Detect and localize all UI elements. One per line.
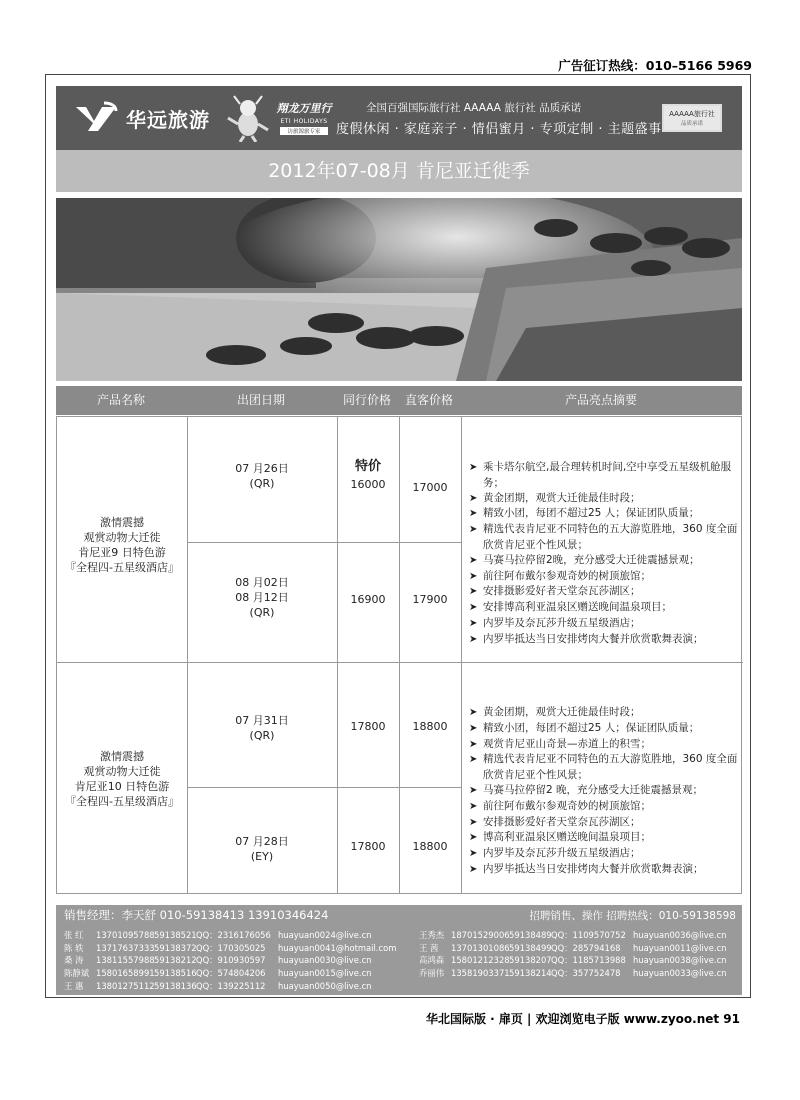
col-highlights: 产品亮点摘要 [564, 393, 637, 407]
contact-row: 陈静斌 1580165899159138516QQ：574804206 huayuan0015@live.cn [64, 968, 372, 979]
recruit-hotline: 招聘销售、操作 招聘热线：010-59138598 [529, 910, 736, 922]
retail-price: 18800 [412, 720, 448, 733]
slogan-top: 全国百强国际旅行社 AAAAA 旅行社 品质承诺 [366, 102, 582, 114]
departure-date: 08 月02日 08 月12日 (QR) [235, 576, 289, 619]
col-trade-price: 同行价格 [342, 393, 391, 407]
contact-row: 王秀杰 1870152900659138489QQ：1109570752 huayuan0036@live.cn [419, 930, 727, 940]
page-title: 2012年07-08月 肯尼亚迁徙季 [56, 150, 742, 192]
ad-hotline: 广告征订热线：010–5166 5969 [558, 58, 752, 73]
partner-en: ETI HOLIDAYS [280, 118, 328, 125]
partner-name: 翔龙万里行 [276, 102, 332, 115]
departure-date: 07 月26日 (QR) [235, 462, 289, 490]
departure-date: 07 月28日 (EY) [235, 835, 289, 863]
contact-row: 张 红 1370109578859138521QQ：2316176056 huayuan0024@live.cn [64, 930, 372, 940]
list-item: ➤ 内罗毕抵达当日安排烤肉大餐并欣赏歌舞表演； [469, 862, 739, 878]
list-item: ➤ 精选代表肯尼亚不同特色的五大游览胜地，360 度全面欣赏肯尼亚个性风景； [469, 753, 738, 782]
retail-price: 18800 [412, 840, 448, 853]
list-item: ➤ 精致小团，每团不超过25 人；保证团队质量； [469, 506, 739, 522]
arrow-bullet-icon: ➤ [469, 602, 478, 614]
contact-row: 桑 涛 1381155798859138212QQ：910930597 huayuan0030@live.cn [64, 955, 372, 966]
partner-sub: 访旅源旅专家 [280, 127, 328, 135]
dragon-mascot-icon [226, 94, 270, 142]
row-divider [187, 787, 461, 788]
list-item: ➤ 黄金团期，观赏大迁徙最佳时段； [469, 491, 739, 507]
product-name: 激情震撼 观赏动物大迁徙 肯尼亚9 日特色游 『全程四-五星级酒店』 [65, 516, 179, 574]
aaaaa-badge [662, 104, 722, 132]
slogan-bottom: 度假休闲 · 家庭亲子 · 情侣蜜月 · 专项定制 · 主题盛事 [336, 122, 662, 137]
huayuan-logo-icon [74, 99, 118, 137]
col-divider [461, 417, 462, 893]
badge-sub: 品质承诺 [680, 121, 703, 127]
brand-name: 华远旅游 [126, 108, 210, 132]
row-divider [57, 662, 743, 663]
retail-price: 17900 [412, 593, 448, 606]
arrow-bullet-icon: ➤ [469, 570, 478, 582]
list-item: ➤ 观赏肯尼亚山奇景—赤道上的积雪； [469, 737, 739, 753]
trade-price: 特价 16000 [337, 459, 399, 492]
arrow-bullet-icon: ➤ [469, 816, 478, 828]
arrow-bullet-icon: ➤ [469, 492, 478, 504]
list-item: ➤ 马赛马拉停留2晚，充分感受大迁徙震撼景观； [469, 553, 739, 569]
arrow-bullet-icon: ➤ [469, 707, 478, 718]
list-item: ➤ 内罗毕抵达当日安排烤肉大餐并欣赏歌舞表演； [469, 632, 739, 648]
trade-price: 17800 [350, 840, 386, 853]
col-product-name: 产品名称 [96, 393, 145, 407]
table-header [56, 386, 742, 415]
contact-row: 高鸿森 1580121232859138207QQ：1185713988 huayuan0038@live.cn [419, 955, 727, 966]
product-table [56, 416, 742, 894]
trade-price: 16900 [350, 593, 386, 606]
arrow-bullet-icon: ➤ [469, 617, 478, 629]
list-item: ➤ 乘卡塔尔航空,最合理转机时间,空中享受五星级机舱服务； [469, 461, 732, 489]
arrow-bullet-icon: ➤ [469, 554, 478, 566]
list-item: ➤ 精致小团，每团不超过25 人；保证团队质量； [469, 721, 739, 737]
list-item: ➤ 马赛马拉停留2 晚，充分感受大迁徙震撼景观； [469, 783, 739, 799]
list-item: ➤ 黄金团期，观赏大迁徙最佳时段； [469, 705, 739, 721]
contact-row: 王 茜 1370130108659138499QQ：285794168 huayuan0011@live.cn [419, 942, 727, 953]
badge-title: AAAAA旅行社 [669, 110, 715, 118]
eti-holidays-logo [272, 100, 336, 140]
arrow-bullet-icon: ➤ [469, 800, 478, 812]
contact-row: 王 惠 1380127511259138136QQ：139225112 huayuan0050@live.cn [64, 980, 372, 991]
arrow-bullet-icon: ➤ [469, 738, 478, 750]
contact-footer [56, 905, 742, 995]
contact-row: 乔丽伟 1358190337159138214QQ：357752478 huayuan0033@live.cn [419, 968, 727, 979]
product-highlights [469, 705, 739, 878]
arrow-bullet-icon: ➤ [469, 784, 478, 796]
product-name: 激情震撼 观赏动物大迁徙 肯尼亚10 日特色游 『全程四-五星级酒店』 [65, 750, 179, 808]
page-footer: 华北国际版 · 扉页 | 欢迎浏览电子版 www.zyoo.net 91 [425, 1012, 740, 1026]
retail-price: 17000 [412, 481, 448, 494]
arrow-bullet-icon: ➤ [469, 633, 478, 645]
arrow-bullet-icon: ➤ [469, 586, 478, 598]
departure-date: 07 月31日 (QR) [235, 714, 289, 742]
col-retail-price: 直客价格 [404, 393, 453, 407]
arrow-bullet-icon: ➤ [469, 508, 478, 520]
list-item: ➤ 安排摄影爱好者天堂奈瓦莎湖区； [469, 584, 739, 600]
arrow-bullet-icon: ➤ [469, 462, 478, 473]
list-item: ➤ 内罗毕及奈瓦莎升级五星级酒店； [469, 616, 739, 632]
arrow-bullet-icon: ➤ [469, 754, 478, 766]
special-price-label: 特价 [354, 459, 381, 474]
list-item: ➤ 精选代表肯尼亚不同特色的五大游览胜地，360 度全面欣赏肯尼亚个性风景； [469, 523, 738, 551]
list-item: ➤ 安排博高利亚温泉区赠送晚间温泉项目； [469, 600, 739, 616]
trade-price: 17800 [350, 720, 386, 733]
list-item: ➤ 博高利亚温泉区赠送晚间温泉项目； [469, 830, 739, 846]
arrow-bullet-icon: ➤ [469, 832, 478, 844]
contact-row: 陈 轶 1371763733359138372QQ：170305025 huayuan0041@hotmail.com [64, 942, 397, 953]
arrow-bullet-icon: ➤ [469, 722, 478, 734]
row-divider [187, 542, 461, 543]
contacts-left [64, 929, 396, 993]
list-item: ➤ 前往阿布戴尔参观奇妙的树顶旅馆； [469, 799, 739, 815]
wildebeest-migration-photo [56, 198, 742, 381]
contacts-right [419, 929, 726, 980]
product-highlights [469, 460, 739, 648]
brand-header [56, 86, 742, 150]
arrow-bullet-icon: ➤ [469, 848, 478, 860]
col-departure-date: 出团日期 [236, 393, 285, 407]
list-item: ➤ 前往阿布戴尔参观奇妙的树顶旅馆； [469, 569, 739, 585]
arrow-bullet-icon: ➤ [469, 863, 478, 875]
arrow-bullet-icon: ➤ [469, 524, 478, 536]
sales-manager: 销售经理：李天舒 010-59138413 13910346424 [64, 908, 329, 922]
list-item: ➤ 内罗毕及奈瓦莎升级五星级酒店； [469, 846, 739, 862]
list-item: ➤ 安排摄影爱好者天堂奈瓦莎湖区； [469, 815, 739, 831]
